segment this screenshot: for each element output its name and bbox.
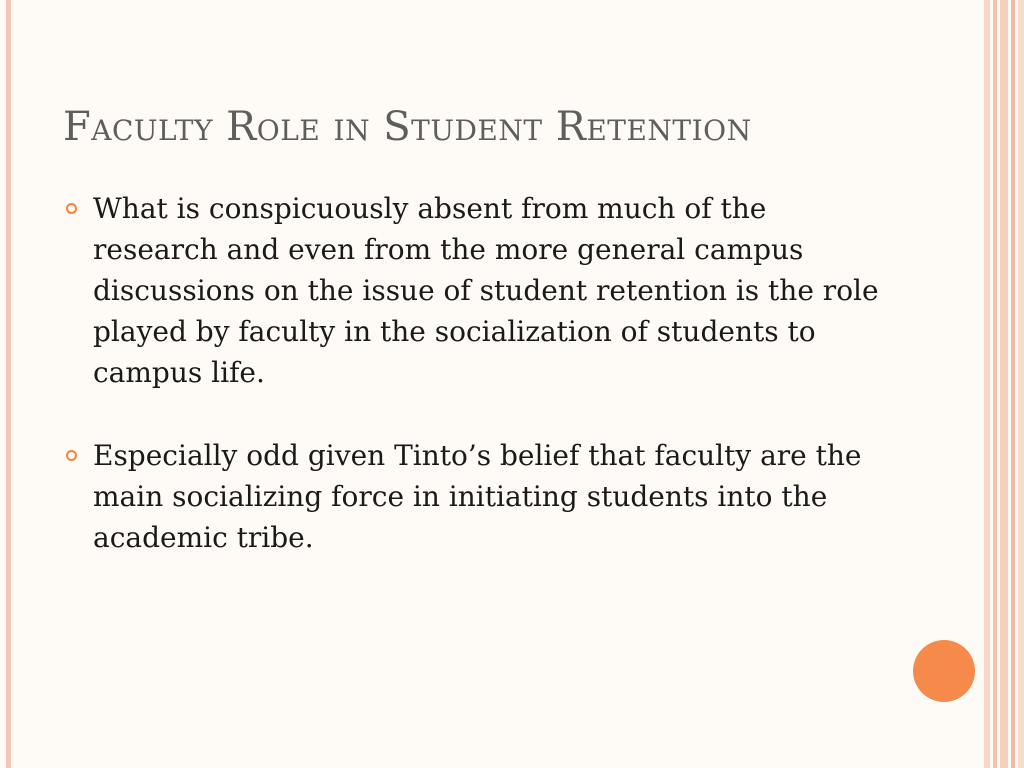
stripe xyxy=(993,0,997,768)
stripe xyxy=(1018,0,1024,768)
decorative-orange-circle xyxy=(913,640,975,702)
stripe xyxy=(984,0,990,768)
bullet-text: What is conspicuously absent from much of the research and even from the more general campus discussions on the issue of student retention is the role played by faculty in the socialization of students to campus life. xyxy=(93,192,879,389)
bullet-list xyxy=(62,188,892,600)
left-decorative-rule xyxy=(6,0,11,768)
slide-title: Faculty Role in Student Retention xyxy=(63,104,752,150)
right-decorative-stripes xyxy=(984,0,1024,768)
bullet-ring-icon xyxy=(66,203,77,214)
bullet-text: Especially odd given Tinto’s belief that faculty are the main socializing force in initiating students into the academic tribe. xyxy=(93,439,862,554)
stripe xyxy=(1011,0,1015,768)
stripe xyxy=(1000,0,1008,768)
bullet-item xyxy=(62,188,892,393)
bullet-ring-icon xyxy=(66,450,77,461)
bullet-item xyxy=(62,435,892,558)
